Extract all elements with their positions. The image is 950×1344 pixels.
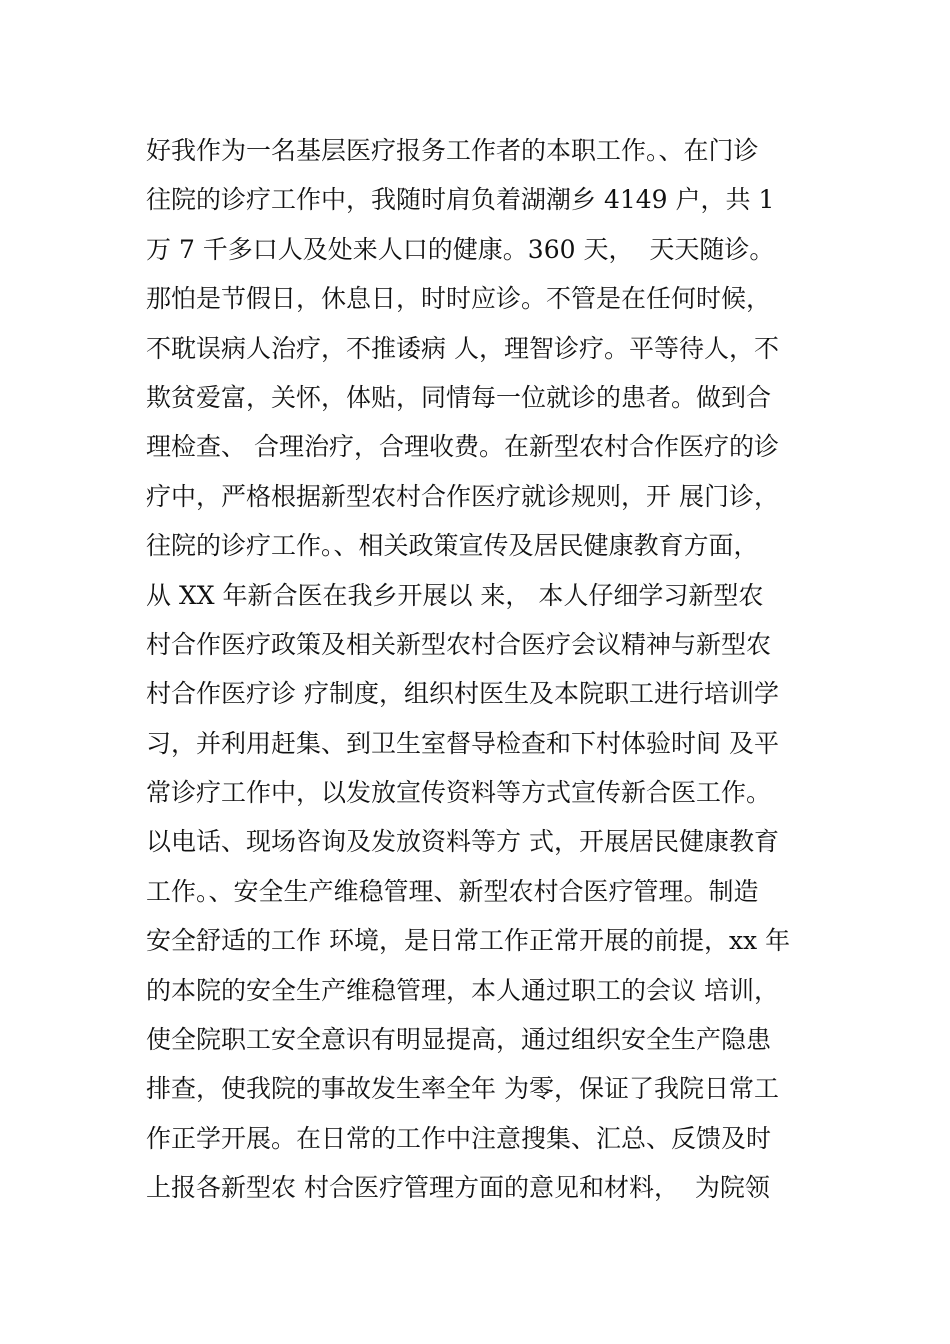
text-line: 好我作为一名基层医疗报务工作者的本职工作。、在门诊 bbox=[146, 136, 759, 165]
text-line: 工作。、安全生产维稳管理、新型农村合医疗管理。制造 bbox=[146, 876, 759, 906]
text-line: 万 7 千多口人及处来人口的健康。360 天， 天天随诊。 bbox=[146, 234, 775, 264]
text-line: 村合作医疗诊 疗制度，组织村医生及本院职工进行培训学 bbox=[146, 679, 779, 709]
text-line: 以电话、现场咨询及发放资料等方 式，开展居民健康教育 bbox=[146, 827, 779, 857]
text-line: 往院的诊疗工作中，我随时肩负着湖潮乡 4149 户，共 1 bbox=[146, 185, 775, 215]
text-line: 排查，使我院的事故发生率全年 为零，保证了我院日常工 bbox=[146, 1074, 779, 1104]
body-text bbox=[146, 126, 816, 1213]
text-line: 上报各新型农 村合医疗管理方面的意见和材料， 为院领 bbox=[146, 1173, 770, 1203]
text-line: 习，并利用赶集、到卫生室督导检查和下村体验时间 及平 bbox=[146, 728, 779, 758]
text-line: 不耽误病人治疗，不推诿病 人，理智诊疗。平等待人，不 bbox=[146, 333, 779, 363]
text-line: 使全院职工安全意识有明显提高，通过组织安全生产隐患 bbox=[146, 1025, 772, 1055]
text-line: 从 XX 年新合医在我乡开展以 来， 本人仔细学习新型农 bbox=[146, 580, 764, 610]
text-line: 疗中，严格根据新型农村合作医疗就诊规则，开 展门诊， bbox=[146, 481, 779, 511]
text-line: 常诊疗工作中，以发放宣传资料等方式宣传新合医工作。 bbox=[146, 778, 772, 808]
text-line: 村合作医疗政策及相关新型农村合医疗会议精神与新型农 bbox=[146, 629, 772, 659]
text-line: 那怕是节假日，休息日，时时应诊。不管是在任何时候， bbox=[146, 284, 772, 314]
text-line: 的本院的安全生产维稳管理，本人通过职工的会议 培训， bbox=[146, 975, 779, 1005]
text-line: 安全舒适的工作 环境，是日常工作正常开展的前提，xx 年 bbox=[146, 926, 791, 956]
text-line: 作正学开展。在日常的工作中注意搜集、汇总、反馈及时 bbox=[146, 1123, 772, 1153]
text-line: 理检查、 合理治疗，合理收费。在新型农村合作医疗的诊 bbox=[146, 432, 779, 462]
text-line: 往院的诊疗工作。、相关政策宣传及居民健康教育方面， bbox=[146, 531, 759, 561]
text-line: 欺贫爱富，关怀，体贴，同情每一位就诊的患者。做到合 bbox=[146, 382, 772, 412]
